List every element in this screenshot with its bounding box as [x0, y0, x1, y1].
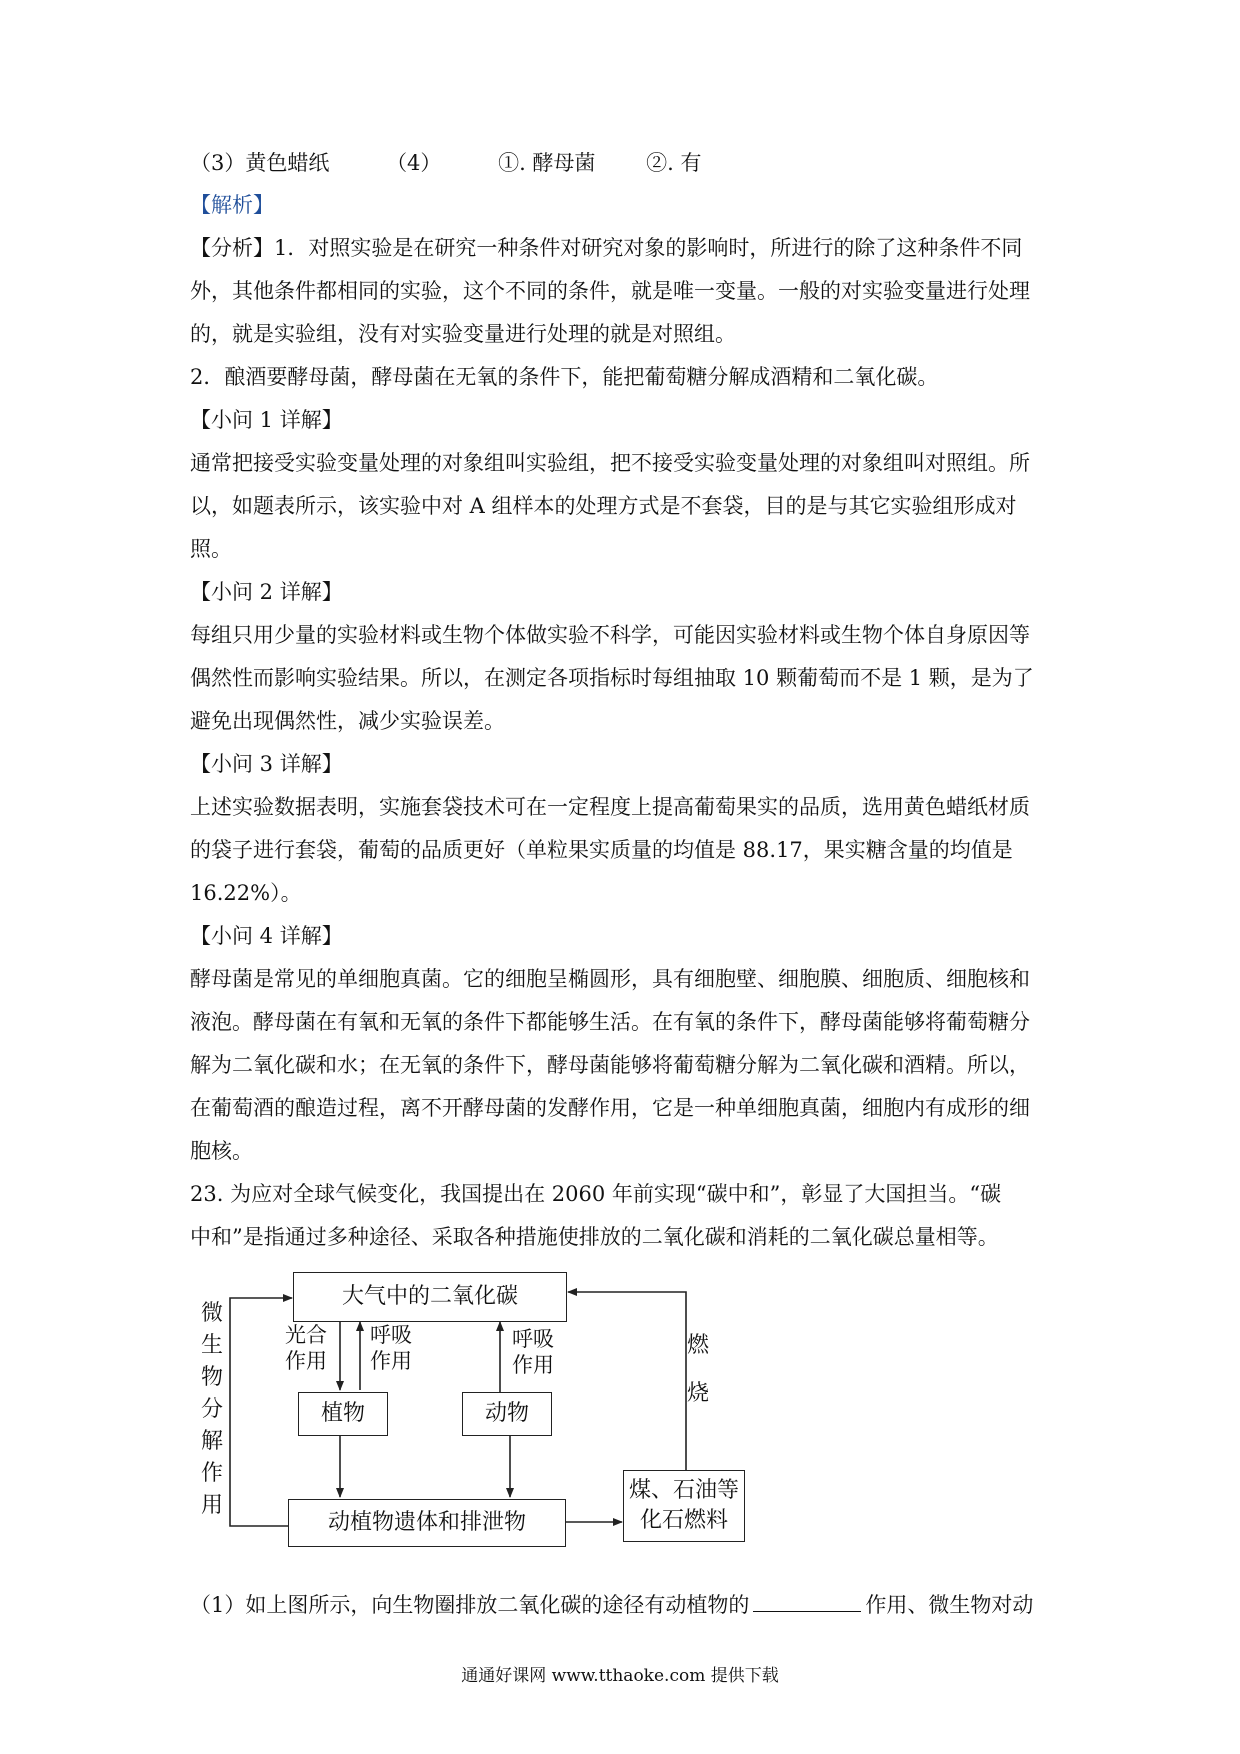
paragraph-line: 胞核。	[190, 1139, 253, 1163]
paragraph-line: 2．酿酒要酵母菌，酵母菌在无氧的条件下，能把葡萄糖分解成酒精和二氧化碳。	[190, 365, 939, 389]
question-23-line: 23. 为应对全球气候变化，我国提出在 2060 年前实现“碳中和”，彰显了大国担当。“碳	[190, 1182, 1002, 1206]
paragraph-line: 以，如题表所示，该实验中对 A 组样本的处理方式是不套袋，目的是与其它实验组形成对	[190, 494, 1017, 518]
paragraph-line: 16.22%）。	[190, 881, 302, 905]
section-heading: 【小问 1 详解】	[190, 408, 343, 432]
paragraph-line: 液泡。酵母菌在有氧和无氧的条件下都能够生活。在有氧的条件下，酵母菌能够将葡萄糖分	[190, 1010, 1030, 1034]
section-heading: 【小问 3 详解】	[190, 752, 343, 776]
answer-blank[interactable]	[753, 1589, 861, 1612]
paragraph-line: 在葡萄酒的酿造过程，离不开酵母菌的发酵作用，它是一种单细胞真菌，细胞内有成形的细	[190, 1096, 1030, 1120]
question-1-line	[190, 1589, 1060, 1620]
paragraph-line: 偶然性而影响实验结果。所以，在测定各项指标时每组抽取 10 颗葡萄而不是 1 颗，是为了	[190, 666, 1034, 690]
paragraph-line: 通常把接受实验变量处理的对象组叫实验组，把不接受实验变量处理的对象组叫对照组。所	[190, 451, 1030, 475]
plants-box: 植物	[298, 1392, 388, 1436]
paragraph-line: 外，其他条件都相同的实验，这个不同的条件，就是唯一变量。一般的对实验变量进行处理	[190, 279, 1030, 303]
paragraph-line: 的袋子进行套袋，葡萄的品质更好（单粒果实质量的均值是 88.17，果实糖含量的均值是	[190, 838, 1013, 862]
paragraph-line: 照。	[190, 537, 232, 561]
animals-box: 动物	[462, 1392, 552, 1436]
analysis-heading: 【解析】	[190, 193, 274, 217]
remains-box: 动植物遗体和排泄物	[288, 1499, 566, 1547]
fossil-fuels-line1: 煤、石油等	[628, 1478, 739, 1503]
question-1-text-before: （1）如上图所示，向生物圈排放二氧化碳的途径有动植物的	[190, 1593, 750, 1617]
answer-q4-number: （4）	[386, 151, 442, 175]
footer-source: 通通好课网 www.tthaoke.com 提供下载	[461, 1666, 779, 1686]
paragraph-line: 每组只用少量的实验材料或生物个体做实验不科学，可能因实验材料或生物个体自身原因等	[190, 623, 1030, 647]
answer-q4-b: ②. 有	[646, 151, 702, 175]
plant-respiration-label: 呼吸 作用	[370, 1323, 412, 1373]
question-1-text-after: 作用、微生物对动	[865, 1593, 1034, 1617]
paragraph-line: 解为二氧化碳和水；在无氧的条件下，酵母菌能够将葡萄糖分解为二氧化碳和酒精。所以，	[190, 1053, 1030, 1077]
burning-label: 燃烧	[686, 1333, 709, 1406]
fossil-fuels-line2: 化石燃料	[639, 1508, 728, 1533]
microbe-decomposition-arrow	[230, 1298, 292, 1526]
burning-arrow	[568, 1292, 686, 1470]
paragraph-line: 酵母菌是常见的单细胞真菌。它的细胞呈椭圆形，具有细胞壁、细胞膜、细胞质、细胞核和	[190, 967, 1030, 991]
paragraph-line: 上述实验数据表明，实施套袋技术可在一定程度上提高葡萄果实的品质，选用黄色蜡纸材质	[190, 795, 1030, 819]
section-heading: 【小问 4 详解】	[190, 924, 343, 948]
answer-q4-a: ①. 酵母菌	[498, 151, 596, 175]
atmosphere-co2-box: 大气中的二氧化碳	[293, 1272, 567, 1322]
fossil-fuels-box	[623, 1470, 745, 1542]
paragraph-line: 避免出现偶然性，减少实验误差。	[190, 709, 505, 733]
question-23-line: 中和”是指通过多种途径、采取各种措施使排放的二氧化碳和消耗的二氧化碳总量相等。	[190, 1225, 999, 1249]
answer-q3: （3）黄色蜡纸	[190, 151, 330, 175]
microbe-decomposition-label: 微生物分解作用	[200, 1301, 223, 1518]
section-heading: 【小问 2 详解】	[190, 580, 343, 604]
paragraph-line: 的，就是实验组，没有对实验变量进行处理的就是对照组。	[190, 322, 736, 346]
photosynthesis-label: 光合 作用	[285, 1323, 327, 1373]
animal-respiration-label: 呼吸 作用	[512, 1327, 554, 1377]
paragraph-line: 【分析】1．对照实验是在研究一种条件对研究对象的影响时，所进行的除了这种条件不同	[190, 236, 1023, 260]
